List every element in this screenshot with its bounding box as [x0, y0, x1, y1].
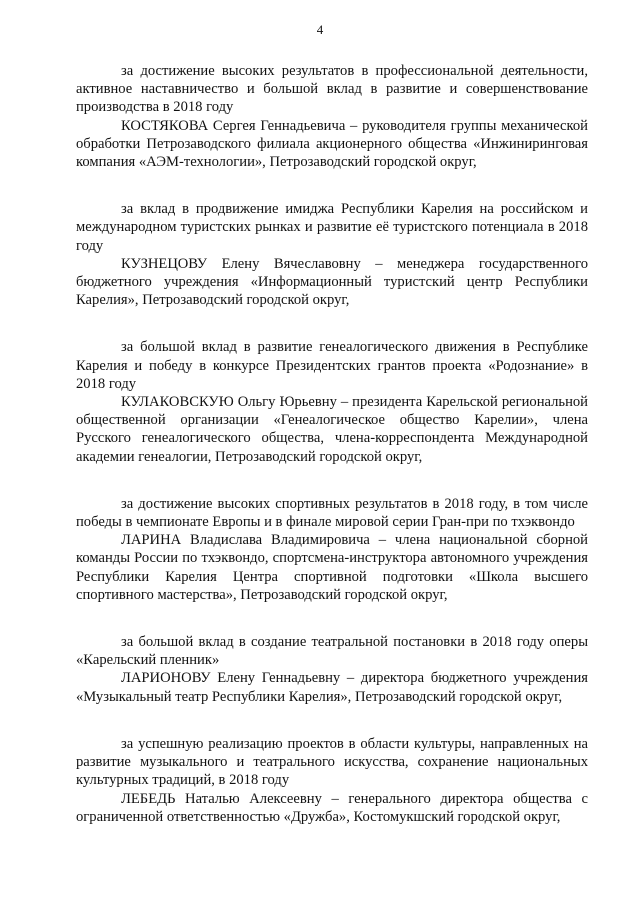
award-entry: [76, 735, 588, 826]
award-recipient: ЛАРИНА Владислава Владимировича – члена национальной сборной команды России по тхэквондо, спортсмена-инструктора автономного учреждения Республики Карелия Центра спортивной подготовки «Школа высшего спортивного мастерства», Петрозаводский городской округ,: [76, 532, 588, 603]
award-reason: за большой вклад в создание театральной постановки в 2018 году оперы «Карельский пленник»: [76, 634, 588, 669]
award-reason: за достижение высоких спортивных результатов в 2018 году, в том числе победы в чемпионате Европы и в финале мировой серии Гран-при по тхэквондо: [76, 495, 588, 531]
award-recipient: ЛАРИОНОВУ Елену Геннадьевну – директора бюджетного учреждения «Музыкальный театр Республики Карелия», Петрозаводский городской округ,: [76, 670, 588, 705]
award-recipient: КУЗНЕЦОВУ Елену Вячеславовну – менеджера государственного бюджетного учреждения «Информационный туристский центр Республики Карелия», Петрозаводский городской округ,: [76, 255, 588, 309]
document-body: [76, 62, 588, 855]
award-entry: [76, 62, 588, 171]
page-number: 4: [316, 22, 324, 37]
award-reason: за успешную реализацию проектов в области культуры, направленных на развитие музыкального и театрального искусства, сохранение национальных культурных традиций, в 2018 году: [76, 735, 588, 789]
award-entry: [76, 633, 588, 706]
award-entry: [76, 495, 588, 604]
award-entry: [76, 200, 588, 309]
award-reason: за большой вклад в развитие генеалогического движения в Республике Карелия и победу в конкурсе Президентских грантов проекта «Родознание» в 2018 году: [76, 339, 588, 392]
award-recipient: ЛЕБЕДЬ Наталью Алексеевну – генерального директора общества с ограниченной ответственностью «Дружба», Костомукшский городской округ,: [76, 790, 588, 825]
award-entry: [76, 338, 588, 465]
award-reason: за достижение высоких результатов в профессиональной деятельности, активное наставничество и большой вклад в развитие и совершенствование производства в 2018 году: [76, 63, 588, 116]
award-reason: за вклад в продвижение имиджа Республики Карелия на российском и международном туристских рынках и развитие её туристского потенциала в 2018 году: [76, 201, 588, 254]
award-recipient: КУЛАКОВСКУЮ Ольгу Юрьевну – президента Карельской региональной общественной организации «Генеалогическое общество Карелии», члена Русского генеалогического общества, члена-корреспондента Международной академии генеалогии, Петрозаводский городской округ,: [76, 394, 588, 465]
award-recipient: КОСТЯКОВА Сергея Геннадьевича – руководителя группы механической обработки Петрозаводского филиала акционерного общества «Инжиниринговая компания «АЭМ-технологии», Петрозаводский городской округ,: [76, 117, 588, 171]
